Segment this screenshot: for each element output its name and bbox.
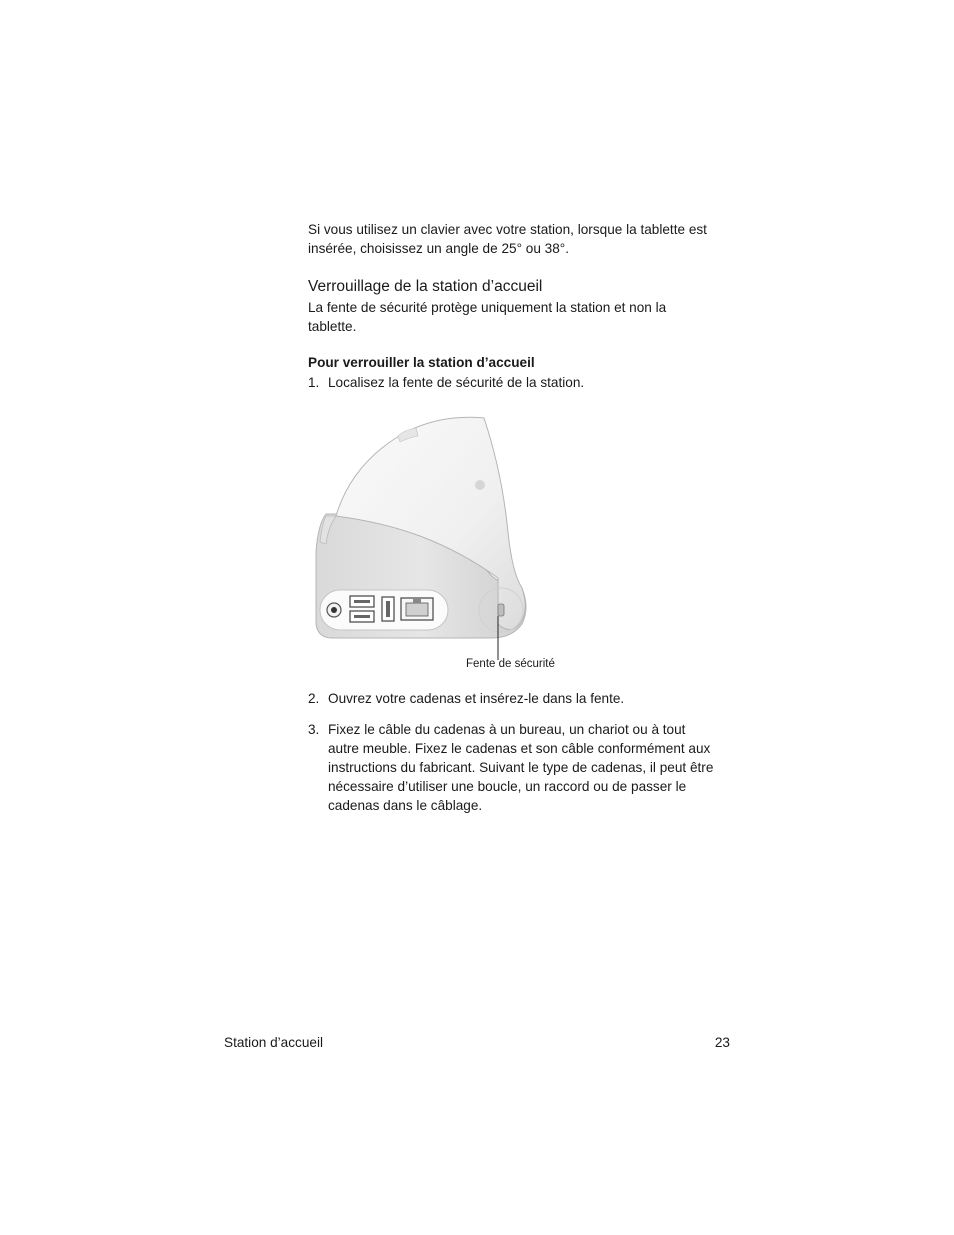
page-number: 23 xyxy=(714,1035,730,1050)
step-number: 2. xyxy=(308,691,320,706)
section-paragraph: La fente de sécurité protège uniquement la station et non la tablette. xyxy=(308,300,667,334)
section-heading: Verrouillage de la station d’accueil xyxy=(308,278,543,295)
security-slot-callout: Fente de sécurité xyxy=(466,658,555,670)
step-text: Ouvrez votre cadenas et insérez-le dans la fente. xyxy=(328,691,625,706)
footer-title: Station d’accueil xyxy=(224,1035,323,1050)
step-text: Fixez le câble du cadenas à un bureau, un chariot ou à tout autre meuble. Fixez le cadenas et son câble conformément aux instructions du fabricant. Suivant le type de cadenas, il peut être nécessaire d’utiliser une boucle, un raccord ou de passer le cadenas dans le câblage. xyxy=(328,722,714,813)
step-number: 3. xyxy=(308,722,320,737)
step-number: 1. xyxy=(308,375,320,390)
docking-station-illustration xyxy=(312,412,536,660)
step-text: Localisez la fente de sécurité de la station. xyxy=(328,375,585,390)
intro-paragraph: Si vous utilisez un clavier avec votre station, lorsque la tablette est insérée, choisissez un angle de 25° ou 38°. xyxy=(308,222,707,256)
procedure-title: Pour verrouiller la station d’accueil xyxy=(308,355,535,370)
